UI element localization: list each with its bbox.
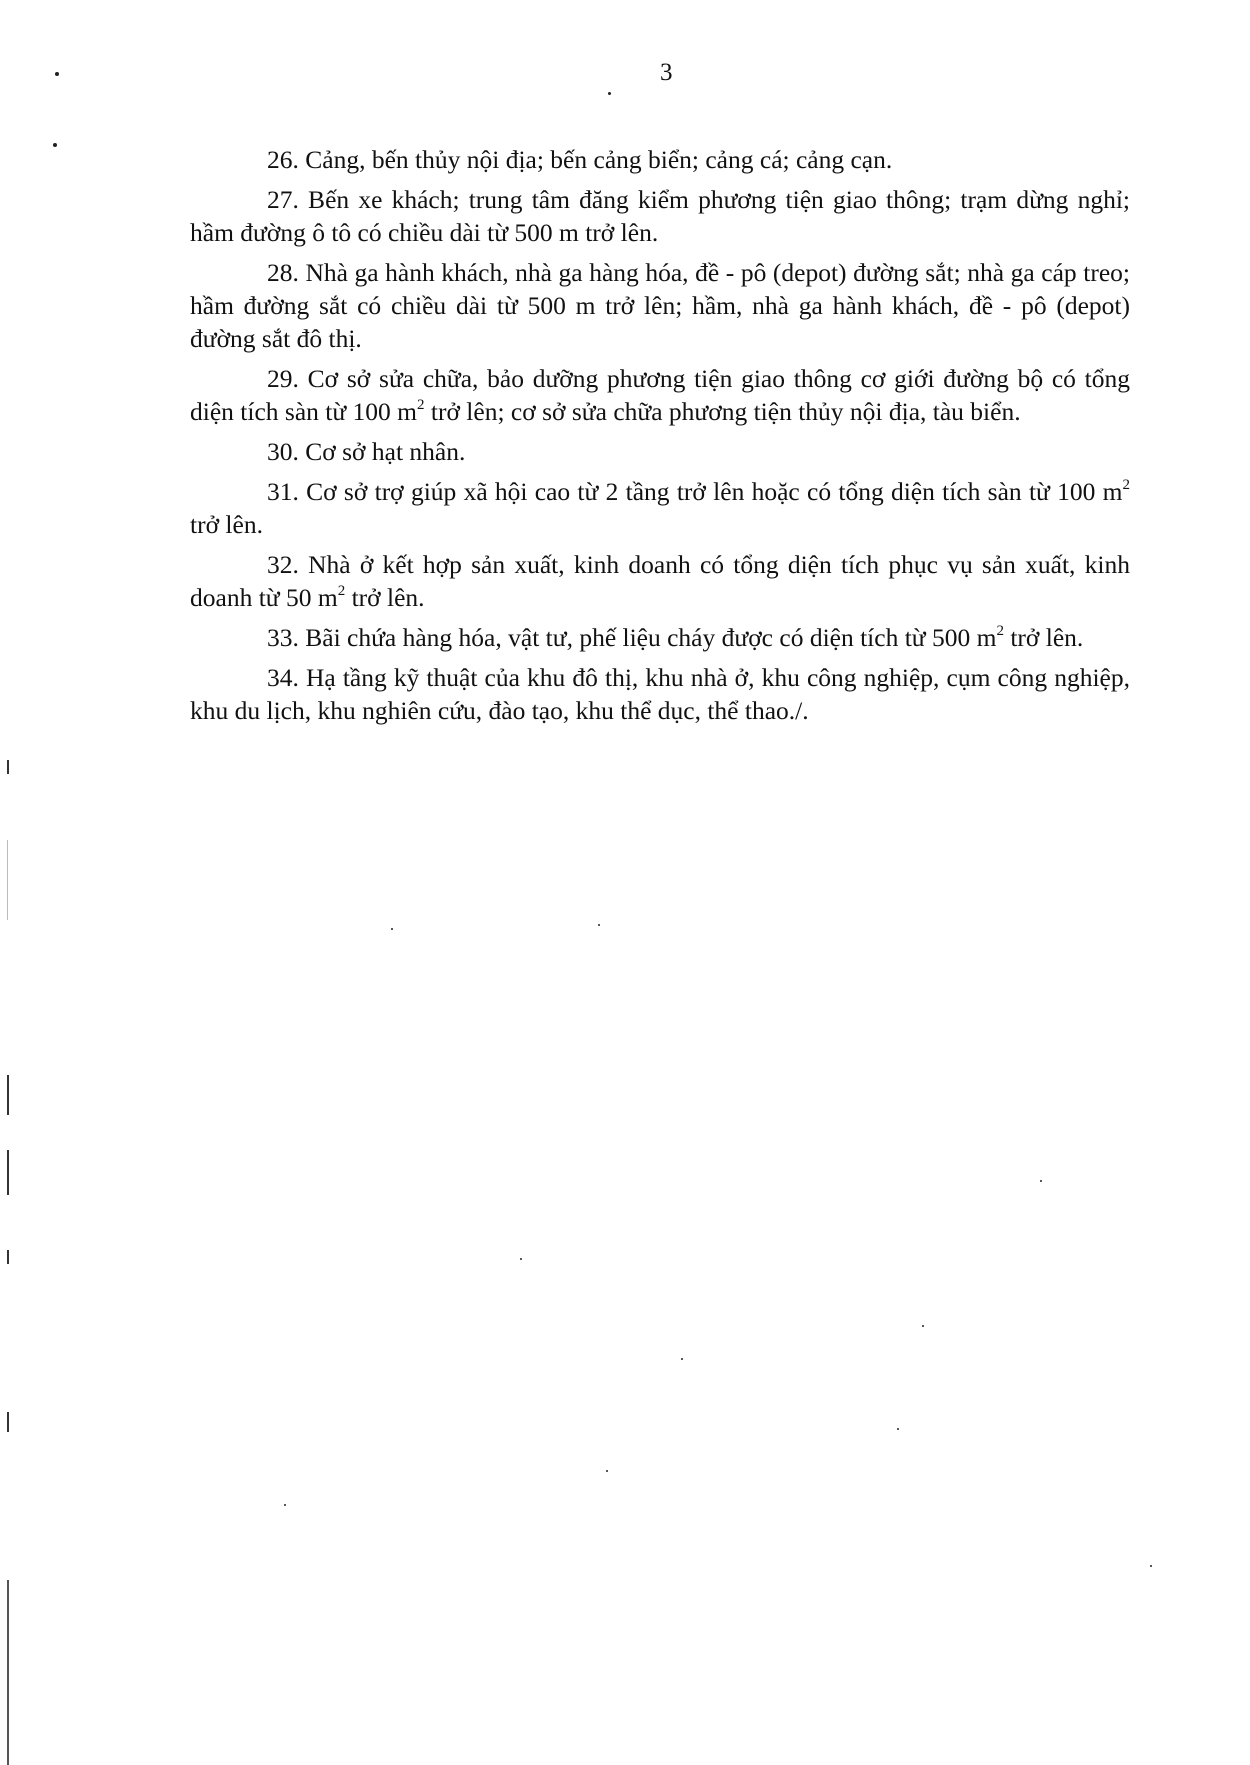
item-text: 27. Bến xe khách; trung tâm đăng kiểm phương tiện giao thông; trạm dừng nghỉ; hầm đường ô tô có chiều dài từ 500 m trở lên. bbox=[190, 185, 1130, 247]
document-body bbox=[190, 143, 1130, 734]
list-item bbox=[190, 475, 1130, 541]
scan-speck bbox=[1040, 1180, 1042, 1182]
list-item bbox=[190, 548, 1130, 614]
superscript: 2 bbox=[417, 397, 425, 413]
scan-edge-line bbox=[7, 1580, 9, 1765]
superscript: 2 bbox=[1122, 477, 1130, 493]
scan-edge-line bbox=[7, 1150, 9, 1195]
scan-edge-line bbox=[7, 1075, 9, 1115]
page-number: 3 bbox=[660, 59, 673, 86]
scan-edge-line bbox=[7, 1250, 9, 1264]
item-text: trở lên. bbox=[1003, 623, 1084, 652]
scan-speck bbox=[606, 1470, 608, 1472]
scan-speck bbox=[284, 1504, 286, 1506]
scan-speck bbox=[608, 92, 611, 95]
scan-edge-line bbox=[7, 1412, 9, 1432]
item-text: trở lên; cơ sở sửa chữa phương tiện thủy nội địa, tàu biển. bbox=[424, 397, 1021, 426]
item-text: 30. Cơ sở hạt nhân. bbox=[267, 437, 466, 466]
item-text: 34. Hạ tầng kỹ thuật của khu đô thị, khu nhà ở, khu công nghiệp, cụm công nghiệp, khu du lịch, khu nghiên cứu, đào tạo, khu thể dục, thể thao./. bbox=[190, 663, 1130, 725]
item-text: trở lên. bbox=[345, 583, 425, 612]
item-text: 33. Bãi chứa hàng hóa, vật tư, phế liệu cháy được có diện tích từ 500 m bbox=[267, 623, 997, 652]
list-item bbox=[190, 183, 1130, 249]
scan-edge-line bbox=[7, 760, 9, 774]
scan-speck bbox=[897, 1428, 899, 1430]
list-item bbox=[190, 661, 1130, 727]
list-item bbox=[190, 256, 1130, 355]
item-text: 26. Cảng, bến thủy nội địa; bến cảng biển; cảng cá; cảng cạn. bbox=[267, 145, 893, 174]
list-item bbox=[190, 435, 1130, 468]
item-text: 28. Nhà ga hành khách, nhà ga hàng hóa, đề - pô (depot) đường sắt; nhà ga cáp treo; hầm đường sắt có chiều dài từ 500 m trở lên; hầm, nhà ga hành khách, đề - pô (depot) đường sắt đô thị. bbox=[190, 258, 1130, 353]
scan-speck bbox=[598, 924, 600, 926]
superscript: 2 bbox=[337, 583, 346, 599]
list-item bbox=[190, 362, 1130, 428]
scan-speck bbox=[55, 72, 59, 76]
item-text: 29. Cơ sở sửa chữa, bảo dưỡng phương tiện giao thông cơ giới đường bộ có tổng diện tích sàn từ 100 m bbox=[190, 364, 1130, 426]
scan-speck bbox=[922, 1325, 924, 1327]
scan-edge-line bbox=[7, 840, 8, 920]
scan-speck bbox=[520, 1258, 522, 1260]
scan-speck bbox=[53, 143, 57, 147]
scan-speck bbox=[1150, 1565, 1152, 1567]
scan-speck bbox=[681, 1358, 683, 1360]
list-item bbox=[190, 143, 1130, 176]
list-item bbox=[190, 621, 1130, 654]
scan-speck bbox=[391, 928, 393, 930]
superscript: 2 bbox=[996, 623, 1004, 639]
item-text: 31. Cơ sở trợ giúp xã hội cao từ 2 tầng trở lên hoặc có tổng diện tích sàn từ 100 m bbox=[267, 477, 1123, 506]
item-text: 32. Nhà ở kết hợp sản xuất, kinh doanh có tổng diện tích phục vụ sản xuất, kinh doanh từ 50 m bbox=[190, 550, 1130, 612]
item-text: trở lên. bbox=[190, 510, 263, 539]
